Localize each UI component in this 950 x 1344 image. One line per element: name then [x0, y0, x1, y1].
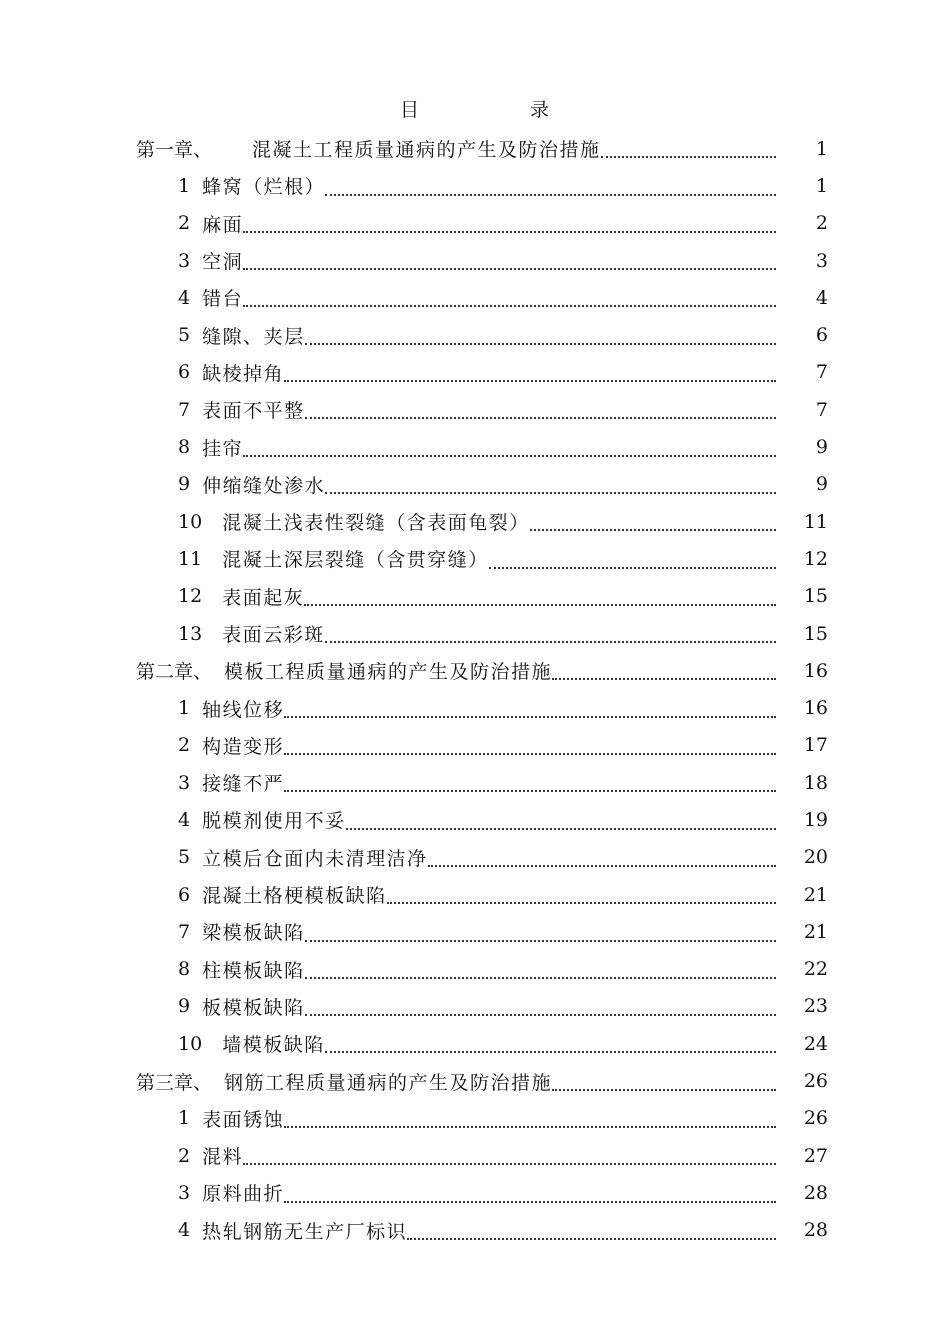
toc-entry-number: 5	[178, 846, 191, 869]
toc-section-entry[interactable]	[0, 167, 950, 204]
toc-section-entry[interactable]	[0, 242, 950, 279]
toc-entry-page-number: 28	[803, 1181, 828, 1204]
toc-dot-leader	[243, 205, 776, 242]
toc-entry-title: 构造变形	[202, 735, 285, 758]
toc-section-entry[interactable]	[0, 689, 950, 726]
toc-dot-leader	[243, 242, 776, 279]
toc-entry-page-number: 23	[803, 995, 828, 1018]
toc-entry-page-number: 6	[815, 324, 828, 347]
toc-entry-number: 6	[178, 361, 191, 384]
toc-dot-leader	[243, 279, 776, 316]
toc-dot-leader	[284, 354, 776, 391]
toc-entry-title: 表面锈蚀	[202, 1108, 285, 1131]
toc-entry-page-number: 28	[803, 1219, 828, 1242]
toc-entry-title: 梁模板缺陷	[202, 922, 305, 945]
toc-entry-number: 2	[178, 734, 191, 757]
toc-entry-page-number: 7	[815, 361, 828, 384]
toc-entry-number: 8	[178, 958, 191, 981]
toc-dot-leader	[325, 1025, 776, 1062]
toc-entry-number: 2	[178, 212, 191, 235]
toc-section-entry[interactable]	[0, 316, 950, 353]
toc-dot-leader	[325, 615, 776, 652]
toc-dot-leader	[489, 540, 776, 577]
toc-entry-title: 轴线位移	[202, 698, 285, 721]
toc-section-entry[interactable]	[0, 1212, 950, 1249]
toc-entry-title: 原料曲折	[202, 1183, 285, 1206]
toc-entry-page-number: 9	[815, 473, 828, 496]
toc-dot-leader	[284, 764, 776, 801]
toc-entry-number: 13	[178, 622, 203, 645]
toc-entry-number: 7	[178, 398, 191, 421]
toc-entry-page-number: 19	[803, 808, 828, 831]
toc-entry-page-number: 26	[803, 1107, 828, 1130]
toc-entry-title: 柱模板缺陷	[202, 959, 305, 982]
toc-section-entry[interactable]	[0, 1100, 950, 1137]
toc-entry-title: 墙模板缺陷	[222, 1034, 325, 1057]
toc-entry-number: 6	[178, 883, 191, 906]
toc-entry-number: 12	[178, 585, 203, 608]
toc-entry-title: 混凝土浅表性裂缝（含表面龟裂）	[222, 512, 530, 535]
toc-section-entry[interactable]	[0, 615, 950, 652]
toc-entry-page-number: 18	[803, 771, 828, 794]
toc-section-entry[interactable]	[0, 466, 950, 503]
toc-entry-page-number: 11	[803, 510, 828, 533]
toc-entry-page-number: 12	[803, 547, 828, 570]
toc-title	[0, 96, 950, 124]
toc-dot-leader	[243, 1137, 776, 1174]
toc-entry-title: 挂帘	[202, 437, 244, 460]
toc-section-entry[interactable]	[0, 205, 950, 242]
toc-dot-leader	[407, 1212, 776, 1249]
toc-entry-number: 7	[178, 920, 191, 943]
toc-section-entry[interactable]	[0, 279, 950, 316]
toc-section-entry[interactable]	[0, 578, 950, 615]
toc-entry-page-number: 16	[803, 697, 828, 720]
toc-chapter-entry[interactable]	[0, 652, 950, 689]
toc-dot-leader	[243, 428, 776, 465]
toc-entry-title: 伸缩缝处渗水	[202, 474, 326, 497]
toc-dot-leader	[552, 652, 776, 689]
toc-dot-leader	[305, 913, 776, 950]
toc-entry-number: 8	[178, 436, 191, 459]
toc-section-entry[interactable]	[0, 876, 950, 913]
toc-dot-leader	[428, 839, 776, 876]
toc-dot-leader	[305, 988, 776, 1025]
toc-section-entry[interactable]	[0, 913, 950, 950]
toc-entry-page-number: 15	[803, 622, 828, 645]
toc-entry-number: 9	[178, 473, 191, 496]
toc-dot-leader	[305, 391, 776, 428]
toc-entry-number: 3	[178, 771, 191, 794]
toc-entry-title: 缺棱掉角	[202, 362, 285, 385]
toc-entry-page-number: 17	[803, 734, 828, 757]
toc-dot-leader	[284, 689, 776, 726]
toc-section-entry[interactable]	[0, 1025, 950, 1062]
toc-entry-number: 10	[178, 510, 203, 533]
toc-entry-title: 混料	[202, 1146, 244, 1169]
toc-entry-title: 接缝不严	[202, 773, 285, 796]
toc-title-left: 目	[399, 99, 420, 121]
toc-dot-leader	[304, 578, 776, 615]
toc-dot-leader	[284, 1100, 776, 1137]
toc-dot-leader	[346, 801, 776, 838]
toc-section-entry[interactable]	[0, 801, 950, 838]
toc-entry-page-number: 7	[815, 398, 828, 421]
toc-entry-title: 钢筋工程质量通病的产生及防治措施	[224, 1071, 553, 1094]
toc-chapter-entry[interactable]	[0, 1062, 950, 1099]
toc-entry-title: 板模板缺陷	[202, 996, 305, 1019]
toc-entry-title: 立模后仓面内未清理洁净	[202, 847, 428, 870]
toc-chapter-entry[interactable]	[0, 130, 950, 167]
toc-section-entry[interactable]	[0, 988, 950, 1025]
toc-section-entry[interactable]	[0, 764, 950, 801]
toc-section-entry[interactable]	[0, 1137, 950, 1174]
toc-section-entry[interactable]	[0, 727, 950, 764]
toc-entry-title: 缝隙、夹层	[202, 325, 305, 348]
toc-entry-title: 表面云彩斑	[222, 624, 325, 646]
toc-entry-number: 2	[178, 1144, 191, 1167]
toc-dot-leader	[284, 727, 776, 764]
toc-entry-number: 3	[178, 249, 191, 272]
toc-entry-number: 第一章、	[136, 139, 213, 162]
toc-entry-number: 4	[178, 1219, 191, 1242]
toc-entry-page-number: 9	[815, 436, 828, 459]
toc-section-entry[interactable]	[0, 428, 950, 465]
toc-entry-title: 表面不平整	[202, 400, 305, 423]
toc-entry-title: 蜂窝（烂根）	[202, 176, 326, 199]
toc-dot-leader	[601, 130, 776, 167]
toc-dot-leader	[305, 316, 776, 353]
toc-title-right: 录	[530, 99, 551, 121]
toc-dot-leader	[387, 876, 776, 913]
toc-entry-title: 空洞	[202, 251, 244, 274]
toc-entry-number: 11	[178, 547, 203, 570]
toc-entry-number: 10	[178, 1032, 203, 1055]
toc-dot-leader	[284, 1174, 776, 1211]
toc-entry-page-number: 16	[803, 659, 828, 682]
toc-entry-title: 混凝土格梗模板缺陷	[202, 885, 387, 908]
toc-entry-number: 1	[178, 1107, 191, 1130]
toc-entry-title: 热轧钢筋无生产厂标识	[202, 1220, 408, 1243]
toc-entry-title: 表面起灰	[222, 586, 305, 609]
toc-entry-title: 混凝土深层裂缝（含贯穿缝）	[222, 549, 489, 572]
toc-entry-title: 混凝土工程质量通病的产生及防治措施	[252, 139, 601, 162]
toc-entry-number: 4	[178, 808, 191, 831]
toc-entry-number: 3	[178, 1181, 191, 1204]
toc-dot-leader	[552, 1062, 776, 1099]
toc-entry-page-number: 1	[815, 137, 828, 160]
toc-entry-number: 9	[178, 995, 191, 1018]
toc-entry-number: 第三章、	[136, 1071, 213, 1094]
toc-entry-page-number: 20	[803, 846, 828, 869]
toc-entry-title: 模板工程质量通病的产生及防治措施	[224, 661, 553, 684]
toc-entry-page-number: 27	[803, 1144, 828, 1167]
toc-entry-number: 1	[178, 174, 191, 197]
toc-entry-page-number: 21	[803, 883, 828, 906]
toc-entry-title: 错台	[202, 288, 244, 311]
toc-dot-leader	[305, 951, 776, 988]
toc-entry-title: 麻面	[202, 213, 244, 236]
toc-section-entry[interactable]	[0, 391, 950, 428]
toc-section-entry[interactable]	[0, 540, 950, 577]
toc-entry-number: 第二章、	[136, 661, 213, 684]
toc-section-entry[interactable]	[0, 839, 950, 876]
toc-entry-title: 脱模剂使用不妥	[202, 810, 346, 833]
toc-dot-leader	[325, 167, 776, 204]
toc-dot-leader	[325, 466, 776, 503]
toc-entry-page-number: 3	[815, 249, 828, 272]
toc-section-entry[interactable]	[0, 354, 950, 391]
toc-entry-page-number: 4	[815, 286, 828, 309]
toc-list	[0, 130, 950, 1249]
toc-entry-page-number: 22	[803, 958, 828, 981]
toc-section-entry[interactable]	[0, 1174, 950, 1211]
toc-entry-page-number: 24	[803, 1032, 828, 1055]
toc-entry-page-number: 15	[803, 585, 828, 608]
toc-dot-leader	[530, 503, 776, 540]
toc-entry-page-number: 21	[803, 920, 828, 943]
toc-entry-page-number: 26	[803, 1070, 828, 1093]
toc-section-entry[interactable]	[0, 503, 950, 540]
toc-entry-page-number: 2	[815, 212, 828, 235]
toc-entry-number: 4	[178, 286, 191, 309]
toc-entry-number: 1	[178, 697, 191, 720]
toc-section-entry[interactable]	[0, 951, 950, 988]
toc-entry-number: 5	[178, 324, 191, 347]
toc-entry-page-number: 1	[815, 174, 828, 197]
